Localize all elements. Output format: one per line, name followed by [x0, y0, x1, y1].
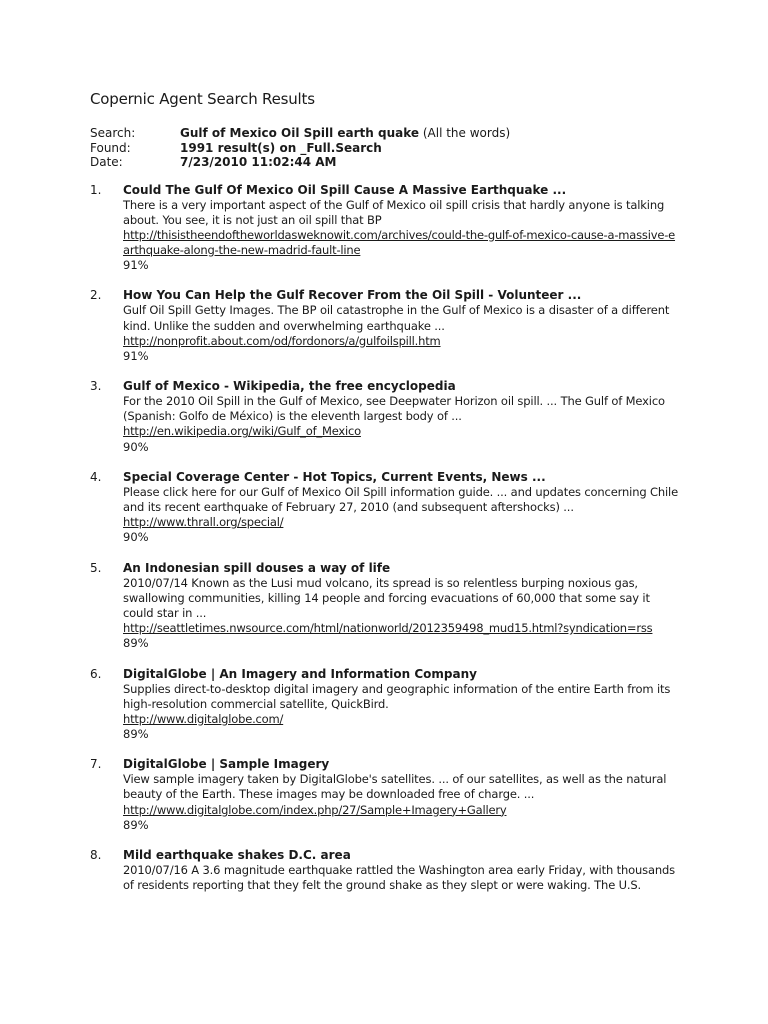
search-query: Gulf of Mexico Oil Spill earth quake: [180, 126, 420, 140]
document-page: [90, 90, 680, 909]
result-title: How You Can Help the Gulf Recover From the Oil Spill - Volunteer ...: [123, 288, 582, 303]
result-title: DigitalGlobe | An Imagery and Information Company: [123, 666, 477, 681]
result-title: An Indonesian spill douses a way of life: [123, 560, 391, 575]
result-snippet: For the 2010 Oil Spill in the Gulf of Mexico, see Deepwater Horizon oil spill. ... The Gulf of Mexico (Spanish: Golfo de México) is the eleventh largest body of ...: [123, 394, 665, 424]
result-link[interactable]: http://www.digitalglobe.com/: [123, 711, 284, 726]
result-score: 91%: [123, 348, 149, 363]
result-item: [90, 183, 680, 274]
result-link[interactable]: http://thisistheendoftheworldasweknowit.com/archives/could-the-gulf-of-mexico-cause-a-massive-earthquake-along-the-new-madrid-fault-line: [123, 227, 676, 257]
found-value: 1991 result(s) on _Full.Search: [180, 140, 382, 155]
result-body: [123, 561, 680, 652]
search-mode: (All the words): [422, 126, 511, 140]
result-score: 89%: [123, 636, 149, 651]
result-body: [123, 757, 680, 832]
date-row: [90, 155, 680, 170]
result-item: [90, 379, 680, 454]
result-number: 4.: [90, 469, 102, 484]
result-body: [123, 379, 680, 454]
result-body: [123, 288, 680, 363]
search-meta: [90, 126, 680, 170]
found-label: Found:: [90, 140, 131, 155]
date-value: 7/23/2010 11:02:44 AM: [180, 155, 337, 169]
result-link[interactable]: http://nonprofit.about.com/od/fordonors/a/gulfoilspill.htm: [123, 333, 441, 348]
result-snippet: There is a very important aspect of the Gulf of Mexico oil spill crisis that hardly anyone is talking about. You see, it is not just an oil spill that BP: [123, 197, 665, 227]
result-item: [90, 848, 680, 893]
result-snippet: View sample imagery taken by DigitalGlobe's satellites. ... of our satellites, as well as the natural beauty of the Earth. These images may be downloaded free of charge. ...: [123, 772, 667, 802]
result-body: [123, 667, 680, 742]
result-title: Could The Gulf Of Mexico Oil Spill Cause A Massive Earthquake ...: [123, 182, 567, 197]
result-number: 2.: [90, 288, 102, 303]
result-number: 7.: [90, 757, 102, 772]
result-score: 89%: [123, 817, 149, 832]
result-number: 6.: [90, 666, 102, 681]
result-body: [123, 470, 680, 545]
result-item: [90, 561, 680, 652]
result-score: 90%: [123, 439, 149, 454]
result-number: 8.: [90, 848, 102, 863]
result-snippet: Please click here for our Gulf of Mexico Oil Spill information guide. ... and updates concerning Chile and its recent earthquake of February 27, 2010 (and subsequent aftershocks) ...: [123, 484, 679, 515]
result-body: [123, 848, 680, 893]
result-link[interactable]: http://www.thrall.org/special/: [123, 515, 284, 530]
result-number: 5.: [90, 560, 102, 575]
result-link[interactable]: http://www.digitalglobe.com/index.php/27/Sample+Imagery+Gallery: [123, 802, 507, 817]
results-list: [90, 183, 680, 894]
result-item: [90, 288, 680, 363]
result-title: Gulf of Mexico - Wikipedia, the free encyclopedia: [123, 379, 456, 394]
result-score: 90%: [123, 530, 149, 545]
result-item: [90, 757, 680, 832]
result-snippet: 2010/07/14 Known as the Lusi mud volcano, its spread is so relentless burping noxious gas, swallowing communities, killing 14 people and forcing evacuations of 60,000 that some say it could star in ...: [123, 575, 650, 620]
result-title: DigitalGlobe | Sample Imagery: [123, 757, 330, 772]
search-label: Search:: [90, 126, 136, 140]
result-snippet: Gulf Oil Spill Getty Images. The BP oil catastrophe in the Gulf of Mexico is a disaster of a different kind. Unlike the sudden and overwhelming earthquake ...: [123, 303, 670, 333]
result-title: Mild earthquake shakes D.C. area: [123, 848, 351, 863]
page-title: Copernic Agent Search Results: [90, 90, 315, 108]
result-score: 89%: [123, 726, 149, 741]
result-number: 3.: [90, 379, 102, 394]
date-label: Date:: [90, 155, 123, 169]
result-score: 91%: [123, 257, 149, 272]
result-item: [90, 470, 680, 545]
search-value-group: [180, 126, 510, 141]
search-row: [90, 126, 680, 141]
result-number: 1.: [90, 182, 102, 197]
result-body: [123, 183, 680, 274]
result-snippet: Supplies direct-to-desktop digital imagery and geographic information of the entire Earth from its high-resolution commercial satellite, QuickBird.: [123, 681, 671, 711]
found-row: [90, 141, 680, 156]
result-item: [90, 667, 680, 742]
result-snippet: 2010/07/16 A 3.6 magnitude earthquake rattled the Washington area early Friday, with thousands of residents reporting that they felt the ground shake as they slept or were waking. The U.S.: [123, 863, 675, 893]
result-title: Special Coverage Center - Hot Topics, Current Events, News ...: [123, 469, 546, 484]
result-link[interactable]: http://seattletimes.nwsource.com/html/nationworld/2012359498_mud15.html?syndication=rss: [123, 621, 653, 636]
result-link[interactable]: http://en.wikipedia.org/wiki/Gulf_of_Mexico: [123, 424, 361, 439]
